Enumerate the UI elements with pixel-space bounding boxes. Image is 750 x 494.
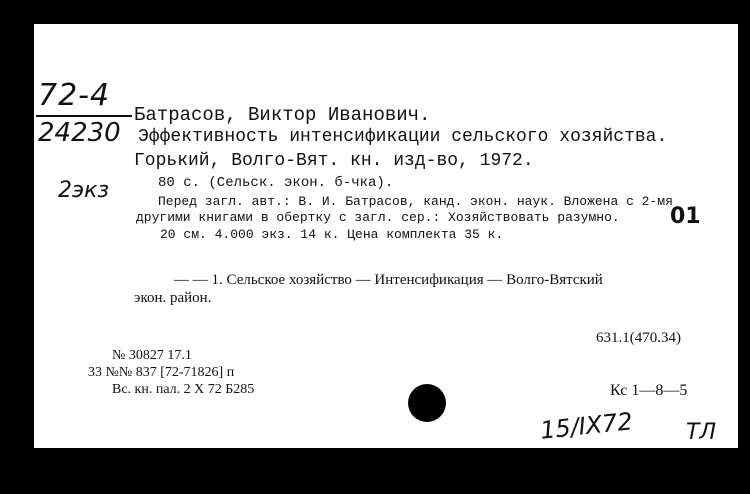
note-line-2: другими книгами в обертку с загл. сер.: Хозяйствовать разумно.: [136, 210, 620, 225]
classification-index: 631.1(470.34): [596, 330, 681, 346]
handwritten-shelf-code: 72-4: [38, 78, 111, 113]
author-heading: Батрасов, Виктор Иванович.: [134, 104, 431, 126]
record-line-2: 33 №№ 837 [72-71826] п: [88, 365, 235, 380]
imprint: Горький, Волго-Вят. кн. изд-во, 1972.: [134, 151, 534, 171]
catalog-card: [34, 24, 738, 448]
fraction-line: [36, 115, 132, 117]
book-title: Эффективность интенсификации сельского хозяйства.: [138, 127, 668, 147]
subject-line-1: — — 1. Сельское хозяйство — Интенсификация — Волго-Вятский: [174, 272, 603, 288]
record-line-3: Вс. кн. пал. 2 Х 72 Б285: [112, 382, 255, 397]
handwritten-inventory-number: 24230: [38, 118, 121, 148]
kc-code: Кс 1—8—5: [610, 382, 688, 399]
ink-stamp-dot: [408, 384, 446, 422]
pages-series: 80 с. (Сельск. экон. б-чка).: [158, 175, 394, 191]
size-line: 20 см. 4.000 экз. 14 к. Цена комплекта 35 к.: [160, 227, 504, 242]
handwritten-date: 15/IX72: [538, 407, 634, 445]
scan-border-bottom: [0, 452, 750, 494]
note-line-1: Перед загл. авт.: В. И. Батрасов, канд. экон. наук. Вложена с 2-мя: [158, 194, 673, 209]
handwritten-initials: ТЛ: [686, 420, 716, 445]
handwritten-mark-right: 01: [670, 204, 701, 229]
subject-line-2: экон. район.: [134, 290, 212, 306]
record-line-1: № 30827 17.1: [112, 348, 192, 363]
handwritten-copies: 2экз: [58, 178, 110, 203]
